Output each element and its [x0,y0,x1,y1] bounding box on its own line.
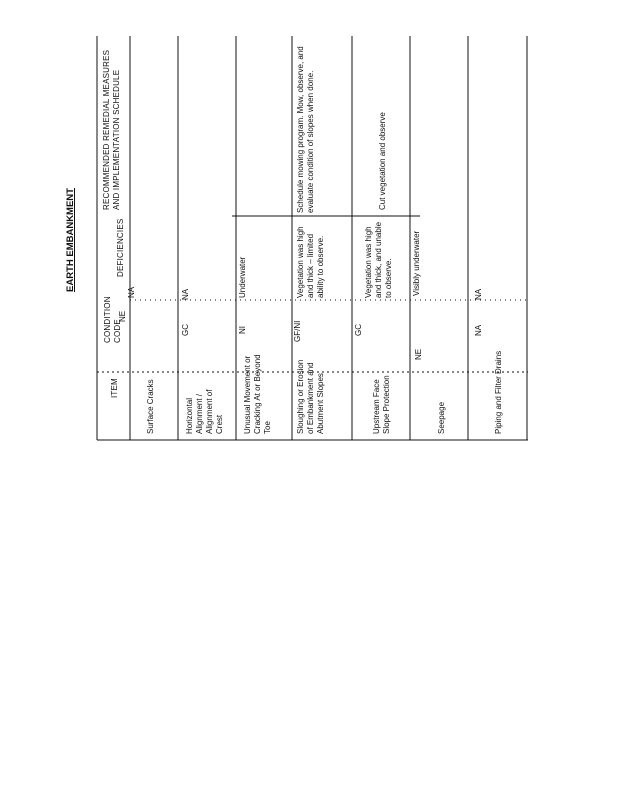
table-cell-item: Sloughing or Erosion of Embankment and Abutment Slopes [296,359,325,434]
table-cell-item: Surface Cracks [146,379,155,434]
table-cell-deficiencies: NA [474,288,483,300]
table-cell-remedial: Cut vegetation and observe [378,112,387,210]
table-cell-deficiencies: Vegetation was high and thick, and unable to observe. [364,221,393,298]
page-title: EARTH EMBANKMENT [65,188,76,292]
column-header-deficiencies: DEFICIENCIES [116,218,125,277]
table-cell-code: NE [414,348,423,360]
column-header-condition-code: CONDITION CODE [103,296,122,343]
table-cell-code: GC [181,324,190,336]
table-cell-deficiencies: NA [181,288,190,300]
table-cell-item: Seepage [437,401,446,434]
column-header-item: ITEM [110,378,119,398]
table-cell-deficiencies: Visibly underwater [412,230,421,296]
table-cell-code: NI [238,326,247,334]
table-cell-item: Piping and Filter Drains [494,350,503,434]
table-cell-deficiencies: Vegetation was high and thick – limited ability to observe. [296,226,325,298]
table-cell-code: GF/NI [293,320,302,342]
table-cell-item: Unusual Movement or Cracking At or Beyond Toe [243,354,272,434]
column-header-remedial: RECOMMENDED REMEDIAL MEASURES AND IMPLEMENTATION SCHEDULE [102,49,121,210]
table-cell-deficiencies: Underwater [238,256,247,298]
table-cell-code: NA [474,324,483,336]
table-cell-deficiencies: NA [127,286,136,298]
table-cell-item: Horizontal Alignment / Alignment of Crest [185,389,224,434]
table-cell-item: Upstream Face Slope Protection [372,375,391,434]
table-cell-remedial: Schedule mowing program. Mow, observe, and evaluate condition of slopes when done. [296,46,315,213]
table-cell-code: NE [118,310,127,322]
table-cell-code: GC [354,324,363,336]
